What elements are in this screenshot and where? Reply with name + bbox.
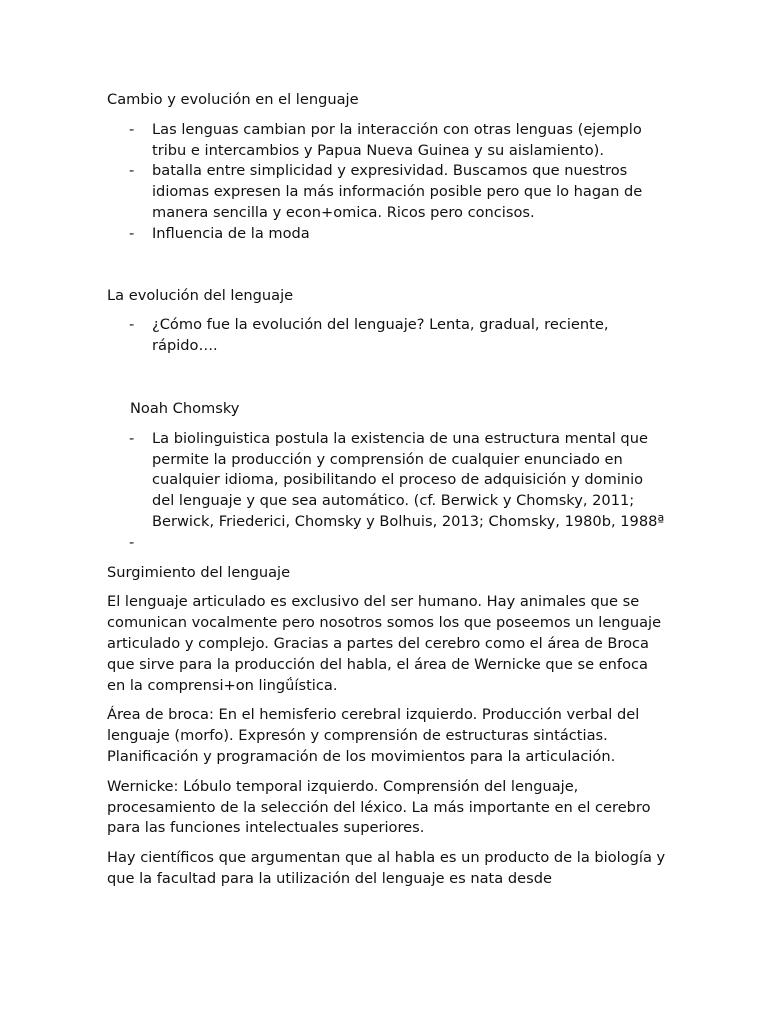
section-heading-evolucion: La evolución del lenguaje <box>107 286 294 304</box>
section-heading-chomsky: Noah Chomsky <box>130 399 240 417</box>
document-page <box>107 90 667 890</box>
list-item: - Influencia de la moda <box>152 224 667 245</box>
list-item: - La biolinguistica postula la existencia de una estructura mental que permite la producción y comprensión de cualquier enunciado en cualquier idioma, posibilitando el proceso de adquisición y dominio del lenguaje y que sea automático. (cf. Berwick y Chomsky, 2011; Berwick, Friederici, Chomsky y Bolhuis, 2013; Chomsky, 1980b, 1988ª <box>152 429 667 533</box>
section-heading-surgimiento: Surgimiento del lenguaje <box>107 563 291 581</box>
paragraph-area-broca: Área de broca: En el hemisferio cerebral izquierdo. Producción verbal del lenguaje (morfo). Expresón y comprensión de estructuras sintáctias. Planificación y programación de los movimientos para la articulación. <box>107 706 640 765</box>
paragraph-cientificos: Hay científicos que argumentan que al habla es un producto de la biología y que la facultad para la utilización del lenguaje es nata desde <box>107 849 666 887</box>
list-item: - batalla entre simplicidad y expresividad. Buscamos que nuestros idiomas expresen la más información posible pero que lo hagan de manera sencilla y econ+omica. Ricos pero concisos. <box>152 161 667 223</box>
paragraph-lenguaje-articulado: El lenguaje articulado es exclusivo del ser humano. Hay animales que se comunican vocalmente pero nosotros somos los que poseemos un lenguaje articulado y complejo. Gracias a partes del cerebro como el área de Broca que sirve para la producción del habla, el área de Wernicke que se enfoca en la comprensi+on lingǘística. <box>107 593 662 694</box>
section-heading-cambio: Cambio y evolución en el lenguaje <box>107 91 359 108</box>
bullet-list-chomsky <box>107 429 667 554</box>
bullet-list-cambio <box>107 120 667 245</box>
list-item: - ¿Cómo fue la evolución del lenguaje? Lenta, gradual, reciente, rápido…. <box>152 315 667 357</box>
list-item: - Las lenguas cambian por la interacción con otras lenguas (ejemplo tribu e intercambios y Papua Nueva Guinea y su aislamiento). <box>152 120 667 162</box>
bullet-list-evolucion <box>107 315 667 357</box>
paragraph-wernicke: Wernicke: Lóbulo temporal izquierdo. Comprensión del lenguaje, procesamiento de la selección del léxico. La más importante en el cerebro para las funciones intelectuales superiores. <box>107 777 651 837</box>
list-item-empty <box>152 533 667 554</box>
